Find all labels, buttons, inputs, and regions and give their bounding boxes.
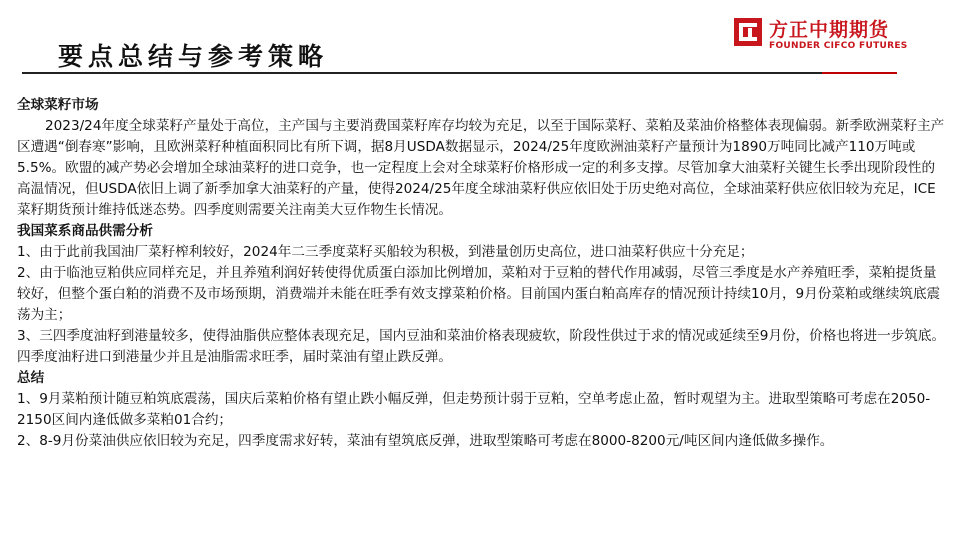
title-underline-accent bbox=[822, 72, 897, 74]
slide-header bbox=[0, 0, 960, 92]
founder-logo-icon bbox=[733, 17, 763, 47]
logo-english-name: FOUNDER CIFCO FUTURES bbox=[769, 41, 908, 51]
list-item: 1、由于此前我国油厂菜籽榨利较好，2024年二三季度菜籽买船较为积极，到港量创历史高位，进口油菜籽供应十分充足； bbox=[17, 244, 754, 260]
section-heading-global-rapeseed: 全球菜籽市场 bbox=[17, 97, 99, 113]
list-item: 3、三四季度油籽到港量较多，使得油脂供应整体表现充足，国内豆油和菜油价格表现疲软，阶段性供过于求的情况或延续至9月份，价格也将进一步筑底。四季度油籽进口到港量少并且是油脂需求旺季，届时菜油有望止跌反弹。 bbox=[17, 328, 946, 365]
title-underline bbox=[22, 72, 822, 74]
logo-chinese-name: 方正中期期货 bbox=[769, 19, 890, 41]
section-heading-domestic-supply-demand: 我国菜系商品供需分析 bbox=[17, 223, 153, 239]
list-item: 1、9月菜粕预计随豆粕筑底震荡，国庆后菜粕价格有望止跌小幅反弹，但走势预计弱于豆粕，空单考虑止盈，暂时观望为主。进取型策略可考虑在2050-2150区间内逢低做多菜粕01合约； bbox=[17, 391, 931, 428]
section-heading-summary: 总结 bbox=[17, 370, 45, 386]
page-title: 要点总结与参考策略 bbox=[58, 42, 329, 71]
company-logo bbox=[733, 15, 908, 55]
list-item: 2、8-9月份菜油供应依旧较为充足，四季度需求好转，菜油有望筑底反弹，进取型策略可考虑在8000-8200元/吨区间内逢低做多操作。 bbox=[17, 433, 834, 449]
list-item: 2、由于临池豆粕供应同样充足，并且养殖利润好转使得优质蛋白添加比例增加，菜粕对于豆粕的替代作用减弱，尽管三季度是水产养殖旺季，菜粕提货量较好，但整个蛋白粕的消费不及市场预期，消费端并未能在旺季有效支撑菜粕价格。目前国内蛋白粕高库存的情况预计持续10月，9月份菜粕或继续筑底震荡为主； bbox=[17, 265, 941, 323]
paragraph-global-rapeseed: 2023/24年度全球菜籽产量处于高位，主产国与主要消费国菜籽库存均较为充足，以至于国际菜籽、菜粕及菜油价格整体表现偏弱。新季欧洲菜籽主产区遭遇“倒春寒”影响，且欧洲菜籽种植面积同比有所下调，据8月USDA数据显示，2024/25年度欧洲油菜籽产量预计为1890万吨同比减产110万吨或5.5%。欧盟的减产势必会增加全球油菜籽的进口竞争，也一定程度上会对全球菜籽价格形成一定的利多支撑。尽管加拿大油菜籽关键生长季出现阶段性的高温情况，但USDA依旧上调了新季加拿大油菜籽的产量，使得2024/25年度全球油菜籽供应依旧处于历史绝对高位，全球油菜籽供应依旧较为充足，ICE菜籽期货预计维持低迷态势。四季度则需要关注南美大豆作物生长情况。 bbox=[17, 118, 945, 218]
main-content bbox=[17, 95, 947, 452]
